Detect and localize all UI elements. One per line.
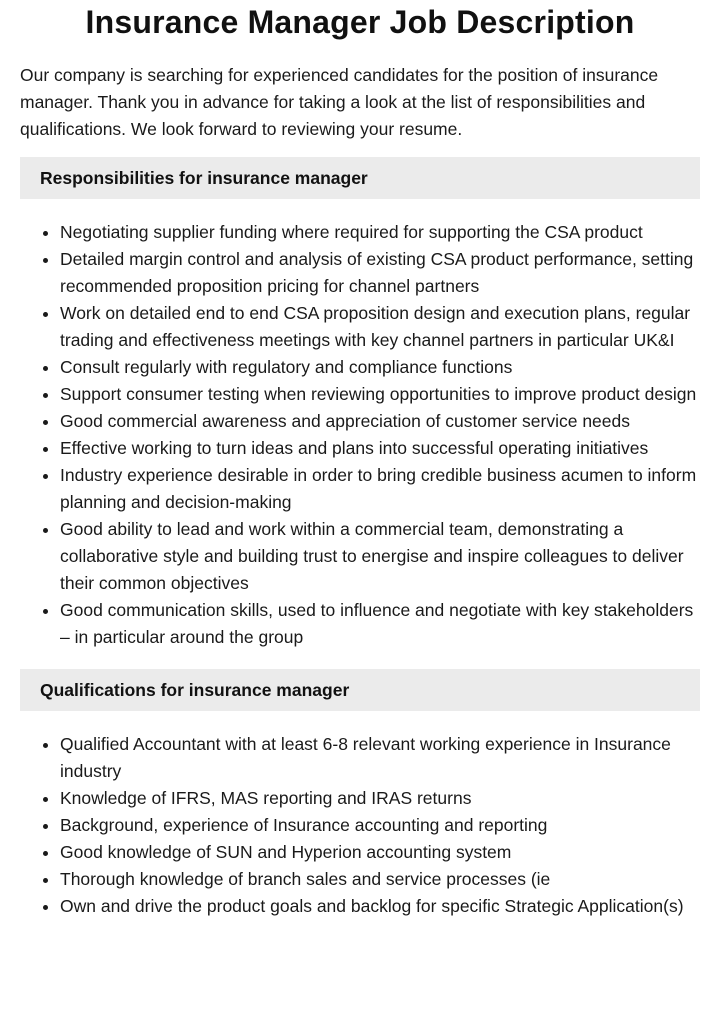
list-item: • Work on detailed end to end CSA proposition design and execution plans, regular trading and effectiveness meetings with key channel partners in particular UK&I bbox=[60, 300, 700, 354]
list-item: • Own and drive the product goals and backlog for specific Strategic Application(s) bbox=[60, 893, 700, 920]
list-item: • Effective working to turn ideas and plans into successful operating initiatives bbox=[60, 435, 700, 462]
list-item: • Knowledge of IFRS, MAS reporting and IRAS returns bbox=[60, 785, 700, 812]
list-item: • Consult regularly with regulatory and compliance functions bbox=[60, 354, 700, 381]
list-item: • Negotiating supplier funding where required for supporting the CSA product bbox=[60, 219, 700, 246]
list-item: • Qualified Accountant with at least 6-8 relevant working experience in Insurance industry bbox=[60, 731, 700, 785]
qualifications-heading: Qualifications for insurance manager bbox=[20, 669, 700, 711]
list-item: • Detailed margin control and analysis of existing CSA product performance, setting recommended proposition pricing for channel partners bbox=[60, 246, 700, 300]
list-item: • Good communication skills, used to influence and negotiate with key stakeholders – in particular around the group bbox=[60, 597, 700, 651]
list-item: • Good knowledge of SUN and Hyperion accounting system bbox=[60, 839, 700, 866]
list-item: • Good commercial awareness and appreciation of customer service needs bbox=[60, 408, 700, 435]
responsibilities-list bbox=[20, 219, 700, 651]
intro-paragraph: Our company is searching for experienced candidates for the position of insurance manager. Thank you in advance for taking a look at the list of responsibilities and qualifications. We look forward to reviewing your resume. bbox=[20, 65, 659, 139]
list-item: • Background, experience of Insurance accounting and reporting bbox=[60, 812, 700, 839]
list-item: • Support consumer testing when reviewing opportunities to improve product design bbox=[60, 381, 700, 408]
list-item: • Thorough knowledge of branch sales and service processes (ie bbox=[60, 866, 700, 893]
page-title: Insurance Manager Job Description bbox=[85, 4, 635, 40]
qualifications-list bbox=[20, 731, 700, 920]
list-item: • Industry experience desirable in order to bring credible business acumen to inform planning and decision-making bbox=[60, 462, 700, 516]
list-item: • Good ability to lead and work within a commercial team, demonstrating a collaborative style and building trust to energise and inspire colleagues to deliver their common objectives bbox=[60, 516, 700, 597]
responsibilities-heading: Responsibilities for insurance manager bbox=[20, 157, 700, 199]
